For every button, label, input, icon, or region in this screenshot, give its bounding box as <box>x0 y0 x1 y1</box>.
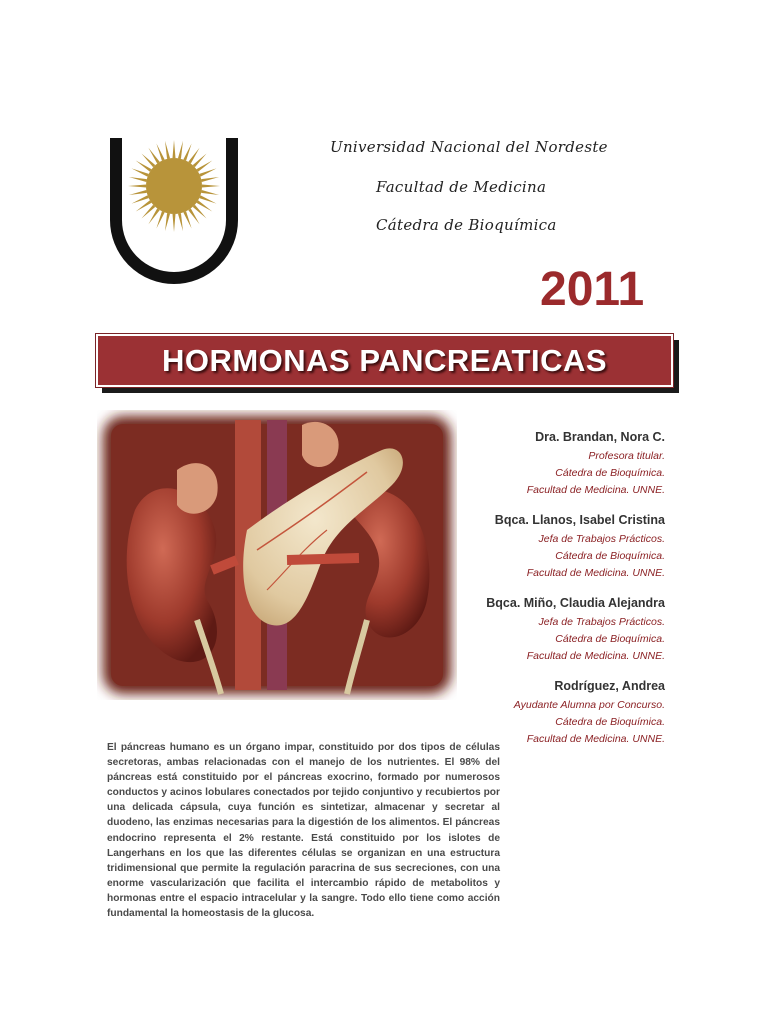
author-role: Profesora titular. <box>588 450 665 462</box>
university-logo <box>108 134 240 286</box>
intro-paragraph: El páncreas humano es un órgano impar, constituido por dos tipos de células secretoras, ambas relacionadas con el manejo de los nutrientes. El 98% del páncreas está constituido por el páncreas exocrino, formado por numerosos conductos y acinos lobulares conectados por tejido conjuntivo y recubiertos por una delicada cápsula, cuya función es sintetizar, almacenar y secretar al duodeno, las enzimas necesarias para la digestión de los alimentos. El páncreas endocrino representa el 2% restante. Está constituido por los islotes de Langerhans en los que las diferentes células se organizan en una estructura tridimensional que permite la regulación paracrina de sus secreciones, con una enorme vascularización que facilita el intercambio rápido de metabolitos y hormonas entre el espacio intracelular y la sangre. Todo ello tiene como acción fundamental la homeostasis de la glucosa. <box>107 742 500 920</box>
document-title: HORMONAS PANCREATICAS <box>161 342 608 378</box>
document-year: 2011 <box>540 263 645 316</box>
sun-ray <box>201 177 219 182</box>
sun-ray <box>199 195 216 203</box>
sun-ray <box>172 214 175 232</box>
sun-ray <box>183 211 191 228</box>
author-department: Cátedra de Bioquímica. <box>555 467 665 479</box>
author-faculty: Facultad de Medicina. UNNE. <box>526 733 665 745</box>
author-entry <box>305 513 665 582</box>
sun-ray <box>165 141 170 159</box>
author-role: Jefa de Trabajos Prácticos. <box>538 616 665 628</box>
sun-ray <box>178 141 183 159</box>
sun-ray <box>178 213 183 231</box>
author-faculty: Facultad de Medicina. UNNE. <box>526 567 665 579</box>
sun-ray <box>128 184 146 187</box>
sun-ray <box>183 144 191 161</box>
author-entry <box>305 430 665 499</box>
sun-ray <box>132 168 149 176</box>
sun-ray <box>201 190 219 195</box>
sun-ray <box>129 177 147 182</box>
author-name: Bqca. Miño, Claudia Alejandra <box>486 596 665 610</box>
authors-list <box>305 430 665 762</box>
sun-ray <box>156 144 164 161</box>
sun-ray <box>165 213 170 231</box>
author-role: Ayudante Alumna por Concurso. <box>513 699 665 711</box>
author-name: Dra. Brandan, Nora C. <box>535 430 665 444</box>
author-department: Cátedra de Bioquímica. <box>555 550 665 562</box>
author-name: Rodríguez, Andrea <box>554 679 665 693</box>
author-entry <box>305 679 665 748</box>
author-faculty: Facultad de Medicina. UNNE. <box>526 484 665 496</box>
sun-ray <box>202 184 220 187</box>
author-department: Cátedra de Bioquímica. <box>555 633 665 645</box>
sun-ray <box>172 140 175 158</box>
sun-ray <box>132 195 149 203</box>
institution-university: Universidad Nacional del Nordeste <box>330 138 608 156</box>
sun-disc <box>146 158 202 214</box>
author-entry <box>305 596 665 665</box>
author-department: Cátedra de Bioquímica. <box>555 716 665 728</box>
institution-faculty: Facultad de Medicina <box>376 178 547 196</box>
sun-ray <box>129 190 147 195</box>
author-role: Jefa de Trabajos Prácticos. <box>538 533 665 545</box>
sun-ray <box>199 168 216 176</box>
title-banner <box>96 334 673 387</box>
institution-department: Cátedra de Bioquímica <box>376 216 557 234</box>
author-name: Bqca. Llanos, Isabel Cristina <box>494 513 665 527</box>
sun-ray <box>156 211 164 228</box>
author-faculty: Facultad de Medicina. UNNE. <box>526 650 665 662</box>
